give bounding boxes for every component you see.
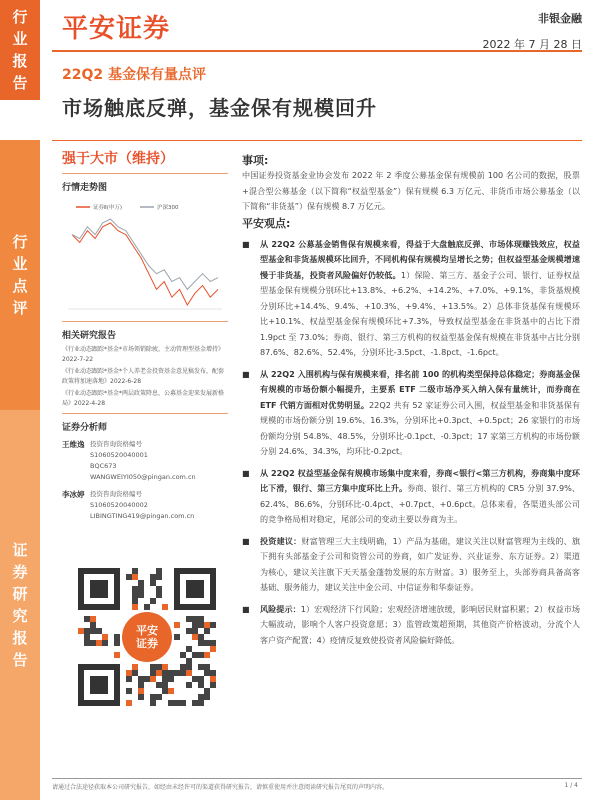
viewpoint-item <box>242 602 580 649</box>
viewpoint-item <box>242 466 580 528</box>
qr-module <box>174 670 180 676</box>
qr-module <box>168 688 174 694</box>
viewpoint-bold: 投资建议： <box>260 535 302 546</box>
qr-module <box>204 652 210 658</box>
qr-module <box>138 694 144 700</box>
qr-module <box>204 688 210 694</box>
qr-module <box>204 694 210 700</box>
side-char: 业 <box>12 30 28 48</box>
qr-module <box>186 646 192 652</box>
qr-module <box>186 664 192 670</box>
report-subtitle: 22Q2 基金保有量点评 <box>62 67 206 83</box>
analyst-email[interactable]: LIBINGTING419@pingan.com.cn <box>90 512 195 520</box>
side-char: 研 <box>12 585 28 603</box>
qr-module <box>162 688 168 694</box>
legend-label-a: 证券Ⅱ(申万) <box>93 205 122 211</box>
qr-module <box>156 664 162 670</box>
related-heading: 相关研究报告 <box>62 331 117 341</box>
related-report-list <box>62 345 228 409</box>
qr-module <box>210 682 216 688</box>
side-char: 告 <box>12 74 28 92</box>
chart-series-line-1 <box>72 219 218 289</box>
qr-module <box>198 682 204 688</box>
qr-logo-text: 证券 <box>136 637 158 650</box>
qr-module <box>126 688 132 694</box>
qr-module <box>114 640 120 646</box>
viewpoint-text: 1）宏观经济下行风险；宏观经济增速放缓，影响居民财富积累；2）权益市场大幅波动，影响个人客户投资意愿；3）监管政策超预期，其他资产价格波动，分流个人客户资产配置；4）疫情反复致使投资者风险偏好降低。 <box>260 603 580 645</box>
qr-module <box>210 676 216 682</box>
qr-module <box>102 640 108 646</box>
qr-module <box>180 652 186 658</box>
qr-module <box>138 676 144 682</box>
side-char: 业 <box>12 255 28 273</box>
page-number: 1 / 4 <box>564 782 578 789</box>
event-text: 中国证券投资基金业协会发布 2022 年 2 季度公募基金保有规模前 100 名公司的数据，股票+混合型公募基金（以下简称“权益型基金”）保有规模 6.3 万亿元、非货币市场公募基金（以下简称“非货基”）保有规模 8.7 万亿元。 <box>242 170 580 211</box>
report-date: 2022 年 7 月 28 日 <box>482 38 582 51</box>
qr-module <box>210 622 216 628</box>
title-divider <box>52 140 582 141</box>
header-meta <box>483 10 582 52</box>
analyst-detail: BQC673 <box>90 462 117 470</box>
analyst-detail: 投资咨询资格编号 <box>90 440 142 448</box>
qr-module <box>132 598 138 604</box>
qr-module <box>156 592 162 598</box>
qr-module <box>132 670 138 676</box>
analyst-details <box>90 439 196 483</box>
qr-module <box>96 640 102 646</box>
qr-module <box>180 664 186 670</box>
qr-module <box>204 640 210 646</box>
qr-module <box>156 568 162 574</box>
viewpoint-body <box>260 466 580 528</box>
analyst-entry <box>62 439 228 483</box>
qr-module <box>138 580 144 586</box>
qr-module <box>96 628 102 634</box>
qr-module <box>144 604 150 610</box>
side-char: 报 <box>12 52 28 70</box>
legend-label-b: 沪深300 <box>157 205 179 211</box>
qr-module <box>126 670 132 676</box>
qr-module <box>192 652 198 658</box>
bullet-square-icon: ■ <box>242 239 250 249</box>
qr-logo <box>122 612 172 662</box>
bullet-square-icon: ■ <box>242 604 250 614</box>
qr-module <box>210 640 216 646</box>
qr-module <box>198 640 204 646</box>
rating-label: 强于大市（维持） <box>62 151 174 167</box>
qr-module <box>114 652 120 658</box>
chart-series-line-0 <box>72 223 218 305</box>
qr-module <box>150 574 156 580</box>
industry-label: 非银金融 <box>538 12 582 25</box>
qr-module <box>150 676 156 682</box>
analyst-email[interactable]: WANGWEIYI050@pingan.com.cn <box>90 473 196 481</box>
qr-module <box>84 634 90 640</box>
side-char: 行 <box>12 233 28 251</box>
qr-module <box>180 700 186 706</box>
qr-module <box>186 670 192 676</box>
related-report-item: 《行业动态跟踪*基金*两层政策降息，公募基金迎来发展新格局》2022-4-28 <box>62 390 225 407</box>
qr-module <box>132 568 138 574</box>
qr-module <box>198 676 204 682</box>
side-char: 告 <box>12 651 28 669</box>
qr-module <box>168 670 174 676</box>
qr-module <box>186 658 192 664</box>
qr-module <box>126 676 132 682</box>
qr-module <box>150 580 156 586</box>
trend-chart-svg <box>62 197 228 317</box>
viewpoint-item <box>242 237 580 361</box>
qr-module <box>162 604 168 610</box>
footer-disclaimer: 请通过合法途径获取本公司研究报告，如经由未经许可的渠道获得研究报告，请慎重使用并注意阅读研究报告尾页的声明内容。 <box>52 784 389 791</box>
qr-module <box>138 688 144 694</box>
qr-finder-pattern <box>186 580 204 598</box>
qr-module <box>84 640 90 646</box>
qr-module <box>204 664 210 670</box>
rating-rule <box>62 173 228 174</box>
related-report-item: 《行业动态跟踪*基金*个人养老金投资基金意见稿发布，配套政策将加速落地》2022-6-28 <box>62 368 225 385</box>
qr-module <box>90 616 96 622</box>
qr-module <box>198 622 204 628</box>
qr-module <box>84 628 90 634</box>
bullet-square-icon: ■ <box>242 536 250 546</box>
qr-module <box>192 676 198 682</box>
qr-module <box>156 682 162 688</box>
viewpoint-bold: 从 22Q2 入围机构与保有规模来看，排名前 100 的机构类型保持总体稳定；券商基金保有规模的市场份额小幅提升，主要系 ETF 二级市场净买入纳入保有量统计，而券商在 ETF 代销方面相对优势明显。 <box>260 368 580 410</box>
header-rule <box>52 50 582 52</box>
qr-module <box>132 664 138 670</box>
qr-logo-text: 平安 <box>136 624 158 637</box>
side-char: 评 <box>12 299 28 317</box>
qr-module <box>162 676 168 682</box>
qr-module <box>114 634 120 640</box>
qr-module <box>198 652 204 658</box>
qr-module <box>174 700 180 706</box>
trend-chart <box>62 197 228 317</box>
qr-module <box>150 700 156 706</box>
qr-module <box>174 622 180 628</box>
viewpoint-bold: 风险提示： <box>260 603 301 614</box>
qr-module <box>186 628 192 634</box>
qr-module <box>150 664 156 670</box>
qr-module <box>156 670 162 676</box>
qr-module <box>90 622 96 628</box>
qr-module <box>90 640 96 646</box>
qr-module <box>144 676 150 682</box>
side-label-commentary <box>0 140 40 410</box>
side-char: 证 <box>12 541 28 559</box>
analyst-name: 李冰婷 <box>62 490 85 499</box>
company-logo: 平安证券 <box>62 14 171 44</box>
related-report-item: 《行业动态跟踪*基金*市场领销除疲，主动管理型基金增持》2022-7-22 <box>62 346 225 363</box>
qr-module <box>204 628 210 634</box>
viewpoint-item <box>242 367 580 460</box>
qr-module <box>162 664 168 670</box>
qr-module <box>192 700 198 706</box>
qr-module <box>150 670 156 676</box>
qr-module <box>126 574 132 580</box>
analyst-rule <box>62 413 228 414</box>
viewpoint-body <box>260 602 580 649</box>
related-rule <box>62 321 228 322</box>
qr-module <box>186 616 192 622</box>
qr-module <box>192 634 198 640</box>
footer-rule <box>52 778 582 779</box>
qr-module <box>168 676 174 682</box>
event-heading: 事项: <box>242 154 269 167</box>
qr-module <box>132 592 138 598</box>
qr-module <box>186 682 192 688</box>
qr-module <box>90 628 96 634</box>
qr-module <box>210 646 216 652</box>
qr-module <box>132 586 138 592</box>
side-char: 行 <box>12 8 28 26</box>
viewpoint-item <box>242 534 580 596</box>
viewpoint-text: 1）保险、第三方、基金子公司、银行、证券权益型基金保有规模分别环比+13.8%、+6.2%、+14.2%、+7.0%、+9.1%，非货基规模分别环比+14.4%、9.4%、+10.3%、+9.4%、+13.5%。2）总体非货基保有规模环比+10.1%、权益型基金保有规模环比+7.3%，导致权益型基金在非货基中的占比下滑 1.9pct 至 73.0%；券商、银行、第三方机构的权益型基金保有规模在非货基中占比分别 87.6%、82.6%、52.4%，分别环比-3.5pct、-1.8pct、-1.6pct。 <box>260 269 580 357</box>
analyst-heading: 证券分析师 <box>62 423 108 433</box>
analyst-detail: S1060520040002 <box>90 501 148 509</box>
qr-module <box>168 700 174 706</box>
analyst-detail: S1060520040001 <box>90 451 148 459</box>
bullet-square-icon: ■ <box>242 369 250 379</box>
qr-module <box>180 670 186 676</box>
side-label-research <box>0 410 40 800</box>
analyst-detail: 投资咨询资格编号 <box>90 490 142 498</box>
right-column <box>242 152 580 648</box>
qr-module <box>138 586 144 592</box>
view-heading: 平安观点: <box>242 216 291 230</box>
qr-module <box>198 694 204 700</box>
qr-code[interactable] <box>78 568 216 706</box>
qr-module <box>192 628 198 634</box>
side-band <box>0 0 40 800</box>
qr-finder-pattern <box>90 580 108 598</box>
qr-module <box>150 694 156 700</box>
qr-finder-pattern <box>90 676 108 694</box>
viewpoint-body <box>260 237 580 361</box>
qr-module <box>162 670 168 676</box>
viewpoint-body <box>260 534 580 596</box>
qr-module <box>210 670 216 676</box>
qr-module <box>156 574 162 580</box>
side-char: 究 <box>12 607 28 625</box>
analyst-details <box>90 489 194 522</box>
qr-module <box>138 592 144 598</box>
viewpoint-text: 券商、银行、第三方机构的 CR5 分别 37.9%、62.4%、86.6%，分别环比-0.4pct、+0.7pct、+0.6pct。总体来看，各渠道头部公司的竞争格局相对稳定，尾部公司的变动主要以券商为主。 <box>260 483 580 524</box>
bullet-square-icon: ■ <box>242 468 250 478</box>
viewpoint-body <box>260 367 580 460</box>
viewpoint-text: 22Q2 共有 52 家证券公司入围，权益型基金和非货基保有规模的市场份额分别 19.6%、16.3%，分别环比+0.3pct、+0.5pct；26 家银行的市场份额均分别 54.8%、48.5%，分别环比-0.1pct、-0.3pct；17 家第三方机构的市场份额分别 24.6%、34.3%，均环比-0.2pct。 <box>260 399 580 456</box>
qr-module <box>156 694 162 700</box>
qr-module <box>156 586 162 592</box>
qr-module <box>78 628 84 634</box>
analyst-entry <box>62 489 228 522</box>
qr-module <box>204 670 210 676</box>
qr-module <box>138 682 144 688</box>
side-char: 报 <box>12 629 28 647</box>
viewpoint-text: 财富管理三大主线明确，1）产品为基础，建议关注以财富管理为主线的、旗下拥有头部基金子公司和资管公司的券商，如广发证券、兴业证券、东方证券。2）渠道为核心，建议关注旗下天天基金蓬勃发展的东方财富。3）服务至上，头部券商具备高客基础、服务能力，建议关注中金公司、中信证券和华泰证券。 <box>260 535 580 592</box>
side-label-report-type <box>0 0 40 100</box>
left-column <box>62 148 228 706</box>
qr-module <box>132 604 138 610</box>
qr-module <box>132 574 138 580</box>
qr-module <box>198 700 204 706</box>
qr-module <box>174 634 180 640</box>
qr-module <box>162 682 168 688</box>
qr-module <box>150 598 156 604</box>
side-char: 点 <box>12 277 28 295</box>
analyst-name: 王维逸 <box>62 440 85 449</box>
viewpoint-bold: 从 22Q2 权益型基金保有规模市场集中度来看，券商<银行<第三方机构，券商集中度环比下滑，银行、第三方集中度环比上升。 <box>260 467 580 493</box>
qr-module <box>192 616 198 622</box>
qr-module <box>126 700 132 706</box>
qr-module <box>198 634 204 640</box>
qr-module <box>204 622 210 628</box>
trend-heading: 行情走势图 <box>62 183 108 193</box>
qr-module <box>102 634 108 640</box>
qr-module <box>198 616 204 622</box>
qr-module <box>198 664 204 670</box>
viewpoint-bold: 从 22Q2 公募基金销售保有规模来看，得益于大盘触底反弹、市场体现赚钱效应，权益型基金和非货基规模环比回升，不同机构保有规模均呈增长之势；但权益型基金规模增速慢于非货基，投资者风险偏好仍较低。 <box>260 238 580 280</box>
qr-module <box>84 616 90 622</box>
report-title: 市场触底反弹，基金保有规模回升 <box>62 96 377 120</box>
side-char: 券 <box>12 563 28 581</box>
side-gap <box>0 100 40 140</box>
qr-module <box>192 622 198 628</box>
